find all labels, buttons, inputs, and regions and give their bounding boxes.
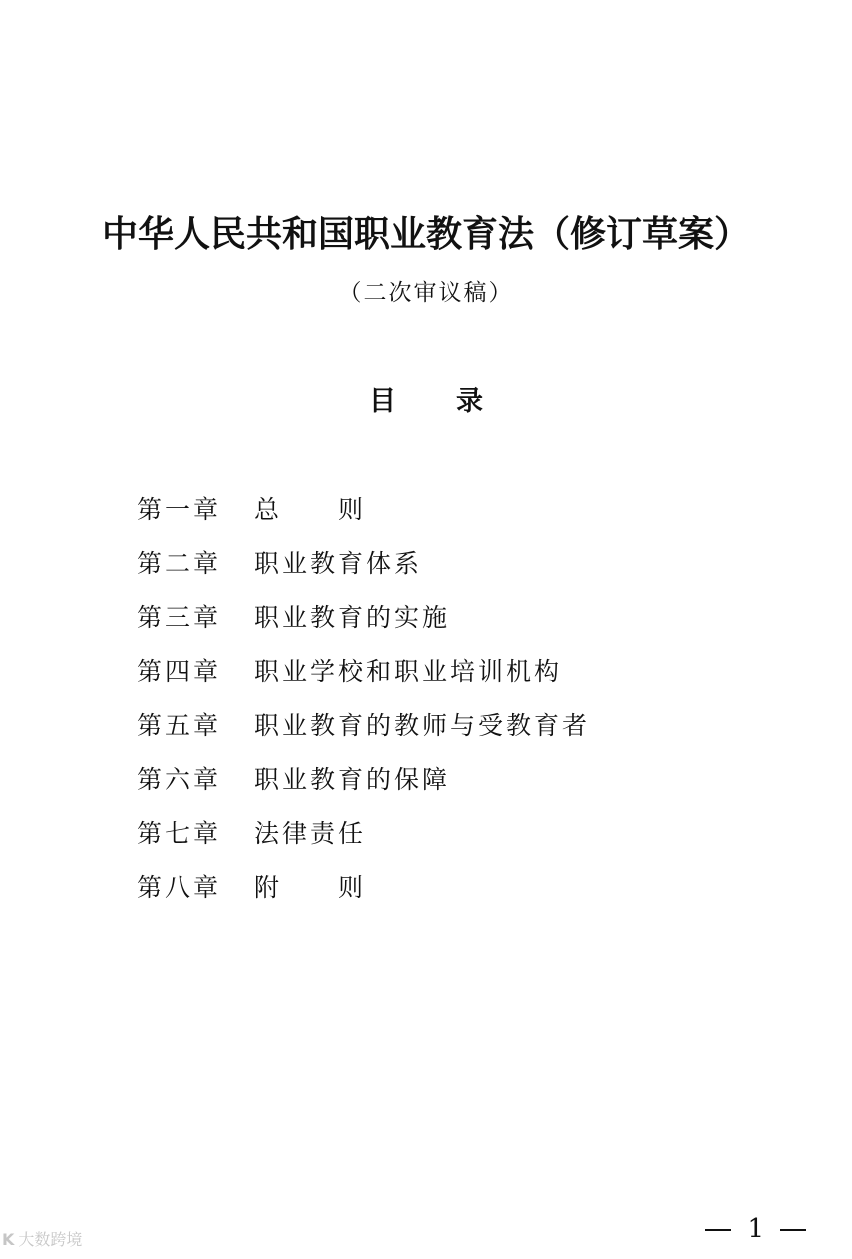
chapter-number: 第七章	[137, 819, 222, 848]
toc-item	[137, 814, 777, 868]
chapter-number: 第四章	[137, 657, 222, 686]
chapter-name: 附 则	[254, 873, 367, 902]
chapter-name: 总 则	[254, 495, 367, 524]
chapter-number: 第五章	[137, 711, 222, 740]
toc-item	[137, 868, 777, 922]
watermark-logo-icon: K	[2, 1230, 15, 1249]
chapter-name: 职业学校和职业培训机构	[254, 657, 563, 686]
document-title: 中华人民共和国职业教育法（修订草案）	[101, 213, 750, 255]
chapter-number: 第二章	[137, 549, 222, 578]
watermark	[2, 1228, 82, 1252]
page-number: 1	[747, 1214, 764, 1244]
dash-left	[705, 1229, 731, 1231]
chapter-name: 职业教育的保障	[254, 765, 451, 794]
toc-heading	[0, 384, 852, 420]
chapter-number: 第八章	[137, 873, 222, 902]
chapter-name: 法律责任	[254, 819, 367, 848]
toc-item	[137, 490, 777, 544]
chapter-number: 第一章	[137, 495, 222, 524]
toc-item	[137, 598, 777, 652]
toc-item	[137, 760, 777, 814]
watermark-text: 大数跨境	[18, 1230, 83, 1249]
toc-item	[137, 544, 777, 598]
dash-right	[780, 1229, 806, 1231]
chapter-name: 职业教育的实施	[254, 603, 451, 632]
toc-list	[137, 490, 777, 922]
toc-item	[137, 652, 777, 706]
page-number-footer	[705, 1212, 806, 1246]
document-subtitle: （二次审议稿）	[338, 280, 514, 306]
toc-heading-char: 录	[456, 386, 483, 417]
chapter-number: 第三章	[137, 603, 222, 632]
chapter-name: 职业教育体系	[254, 549, 423, 578]
chapter-number: 第六章	[137, 765, 222, 794]
chapter-name: 职业教育的教师与受教育者	[254, 711, 591, 740]
toc-item	[137, 706, 777, 760]
toc-heading-char: 目	[369, 386, 396, 417]
